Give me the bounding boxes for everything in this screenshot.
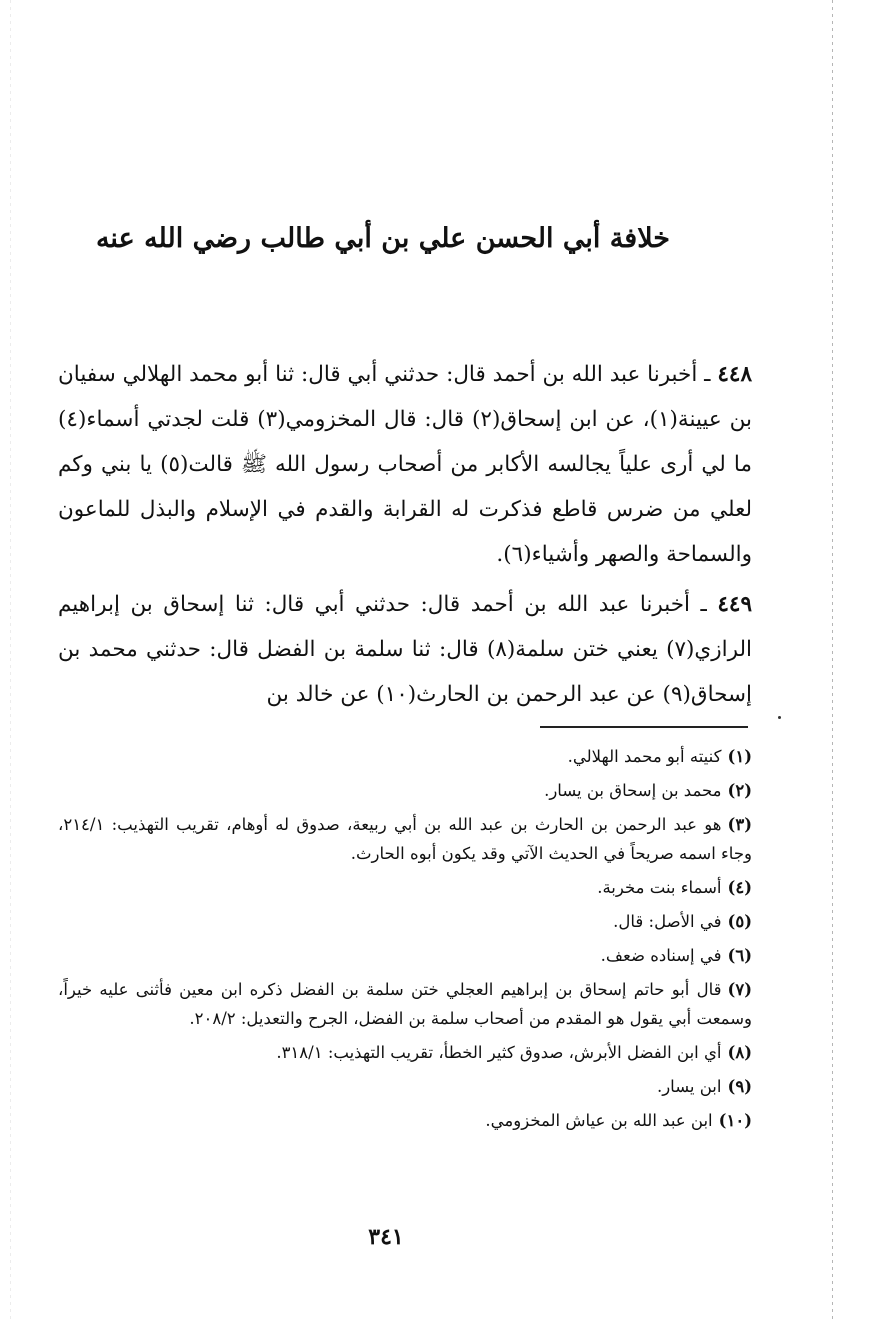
footnote-separator xyxy=(540,726,748,728)
hadith-number: ٤٤٨ xyxy=(717,362,752,387)
footnote-mark: (٣) xyxy=(727,815,752,834)
main-text xyxy=(58,352,752,722)
footnote-mark: (٧) xyxy=(727,980,752,999)
page-number: ٣٤١ xyxy=(368,1224,404,1250)
footnote-text: أسماء بنت مخربة. xyxy=(597,878,722,897)
footnote-mark: (٦) xyxy=(727,946,752,965)
footnote-mark: (٩) xyxy=(727,1077,752,1096)
scan-edge-right xyxy=(832,0,833,1323)
footnote-text: ابن عبد الله بن عياش المخزومي. xyxy=(485,1111,713,1130)
footnote-text: في إسناده ضعف. xyxy=(600,946,722,965)
hadith-449 xyxy=(58,582,752,717)
footnote-text: هو عبد الرحمن بن الحارث بن عبد الله بن أبي ربيعة، صدوق له أوهام، تقريب التهذيب: ٢١٤/١، وجاء اسمه صريحاً في الحديث الآتي وقد يكون أبوه الحارث. xyxy=(58,815,752,863)
scan-edge-left xyxy=(10,0,11,1323)
footnote-6 xyxy=(58,941,752,970)
footnote-text: في الأصل: قال. xyxy=(613,912,722,931)
footnote-text: ابن يسار. xyxy=(656,1077,722,1096)
hadith-448 xyxy=(58,352,752,577)
footnote-9 xyxy=(58,1072,752,1101)
footnote-text: أي ابن الفضل الأبرش، صدوق كثير الخطأ، تقريب التهذيب: ٣١٨/١. xyxy=(276,1043,722,1062)
footnote-text: محمد بن إسحاق بن يسار. xyxy=(544,781,722,800)
footnote-5 xyxy=(58,907,752,936)
footnote-text: كنيته أبو محمد الهلالي. xyxy=(567,747,722,766)
footnote-mark: (٥) xyxy=(727,912,752,931)
footnote-mark: (٨) xyxy=(727,1043,752,1062)
footnote-7 xyxy=(58,975,752,1033)
footnote-mark: (١) xyxy=(727,747,752,766)
footnotes xyxy=(58,742,752,1140)
footnote-mark: (١٠) xyxy=(718,1111,752,1130)
footnote-mark: (٤) xyxy=(727,878,752,897)
footnote-text: قال أبو حاتم إسحاق بن إبراهيم العجلي ختن سلمة بن الفضل ذكره ابن معين فأثنى عليه خيراً، وسمعت أبي يقول هو المقدم من أصحاب سلمة بن الفضل، الجرح والتعديل: ٢٠٨/٢. xyxy=(58,980,752,1028)
footnote-8 xyxy=(58,1038,752,1067)
footnote-2 xyxy=(58,776,752,805)
footnote-mark: (٢) xyxy=(727,781,752,800)
hadith-text: ـ أخبرنا عبد الله بن أحمد قال: حدثني أبي قال: ثنا أبو محمد الهلالي سفيان بن عيينة(١)، عن ابن إسحاق(٢) قال: قال المخزومي(٣) قلت لجدتي أسماء(٤) ما لي أرى علياً يجالسه الأكابر من أصحاب رسول الله ﷺ قالت(٥) يا بني وكم لعلي من ضرس قاطع فذكرت له القرابة والقدم في الإسلام والبذل للماعون والسماحة والصهر وأشياء(٦). xyxy=(58,362,753,567)
scan-speck xyxy=(778,716,781,719)
footnote-3 xyxy=(58,810,752,868)
footnote-1 xyxy=(58,742,752,771)
section-title: خلافة أبي الحسن علي بن أبي طالب رضي الله عنه xyxy=(95,223,670,254)
footnote-4 xyxy=(58,873,752,902)
footnote-10 xyxy=(58,1106,752,1135)
hadith-text: ـ أخبرنا عبد الله بن أحمد قال: حدثني أبي قال: ثنا إسحاق بن إبراهيم الرازي(٧) يعني ختن سلمة(٨) قال: ثنا سلمة بن الفضل قال: حدثني محمد بن إسحاق(٩) عن عبد الرحمن بن الحارث(١٠) عن خالد بن xyxy=(58,592,752,707)
hadith-number: ٤٤٩ xyxy=(717,592,752,617)
